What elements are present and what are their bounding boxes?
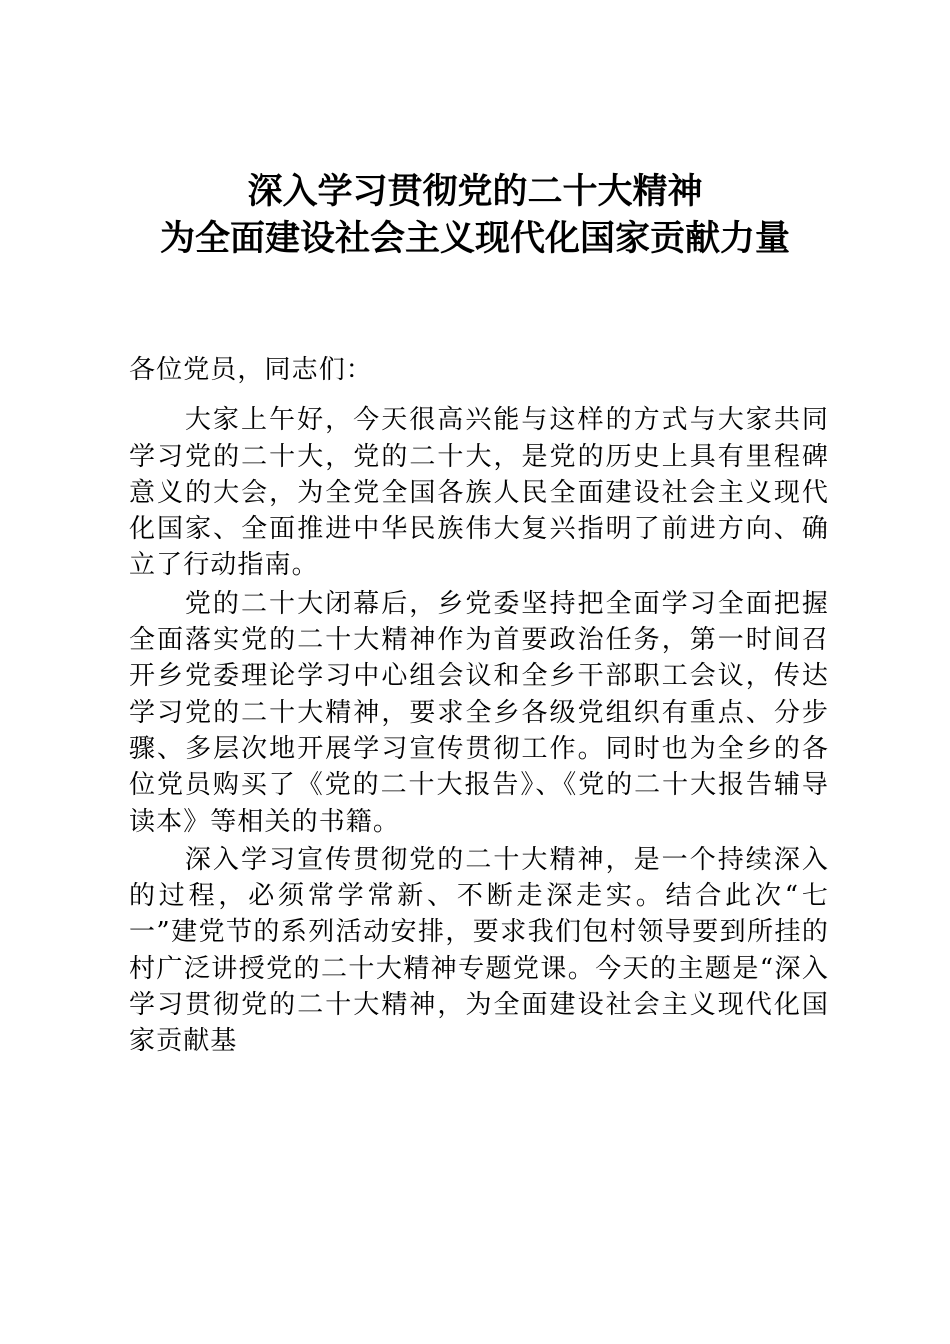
salutation: 各位党员，同志们： [129, 355, 373, 385]
paragraph-3: 深入学习宣传贯彻党的二十大精神，是一个持续深入的过程，必须常学常新、不断走深走实。结合此次“七一”建党节的系列活动安排，要求我们包村领导要到所挂的村广泛讲授党的二十大精神专题党课。今天的主题是“深入学习贯彻党的二十大精神，为全面建设社会主义现代化国家贡献基 [129, 844, 829, 1057]
title-line-2: 为全面建设社会主义现代化国家贡献力量 [159, 218, 790, 259]
paragraph-2: 党的二十大闭幕后，乡党委坚持把全面学习全面把握全面落实党的二十大精神作为首要政治任务，第一时间召开乡党委理论学习中心组会议和全乡干部职工会议，传达学习党的二十大精神，要求全乡各级党组织有重点、分步骤、多层次地开展学习宣传贯彻工作。同时也为全乡的各位党员购买了《党的二十大报告》、《党的二十大报告辅导读本》等相关的书籍。 [129, 588, 829, 837]
document-title [0, 168, 950, 262]
document-body [129, 352, 829, 1062]
title-line-1: 深入学习贯彻党的二十大精神 [247, 171, 703, 212]
paragraph-1: 大家上午好，今天很高兴能与这样的方式与大家共同学习党的二十大，党的二十大，是党的历史上具有里程碑意义的大会，为全党全国各族人民全面建设社会主义现代化国家、全面推进中华民族伟大复兴指明了前进方向、确立了行动指南。 [129, 405, 829, 581]
